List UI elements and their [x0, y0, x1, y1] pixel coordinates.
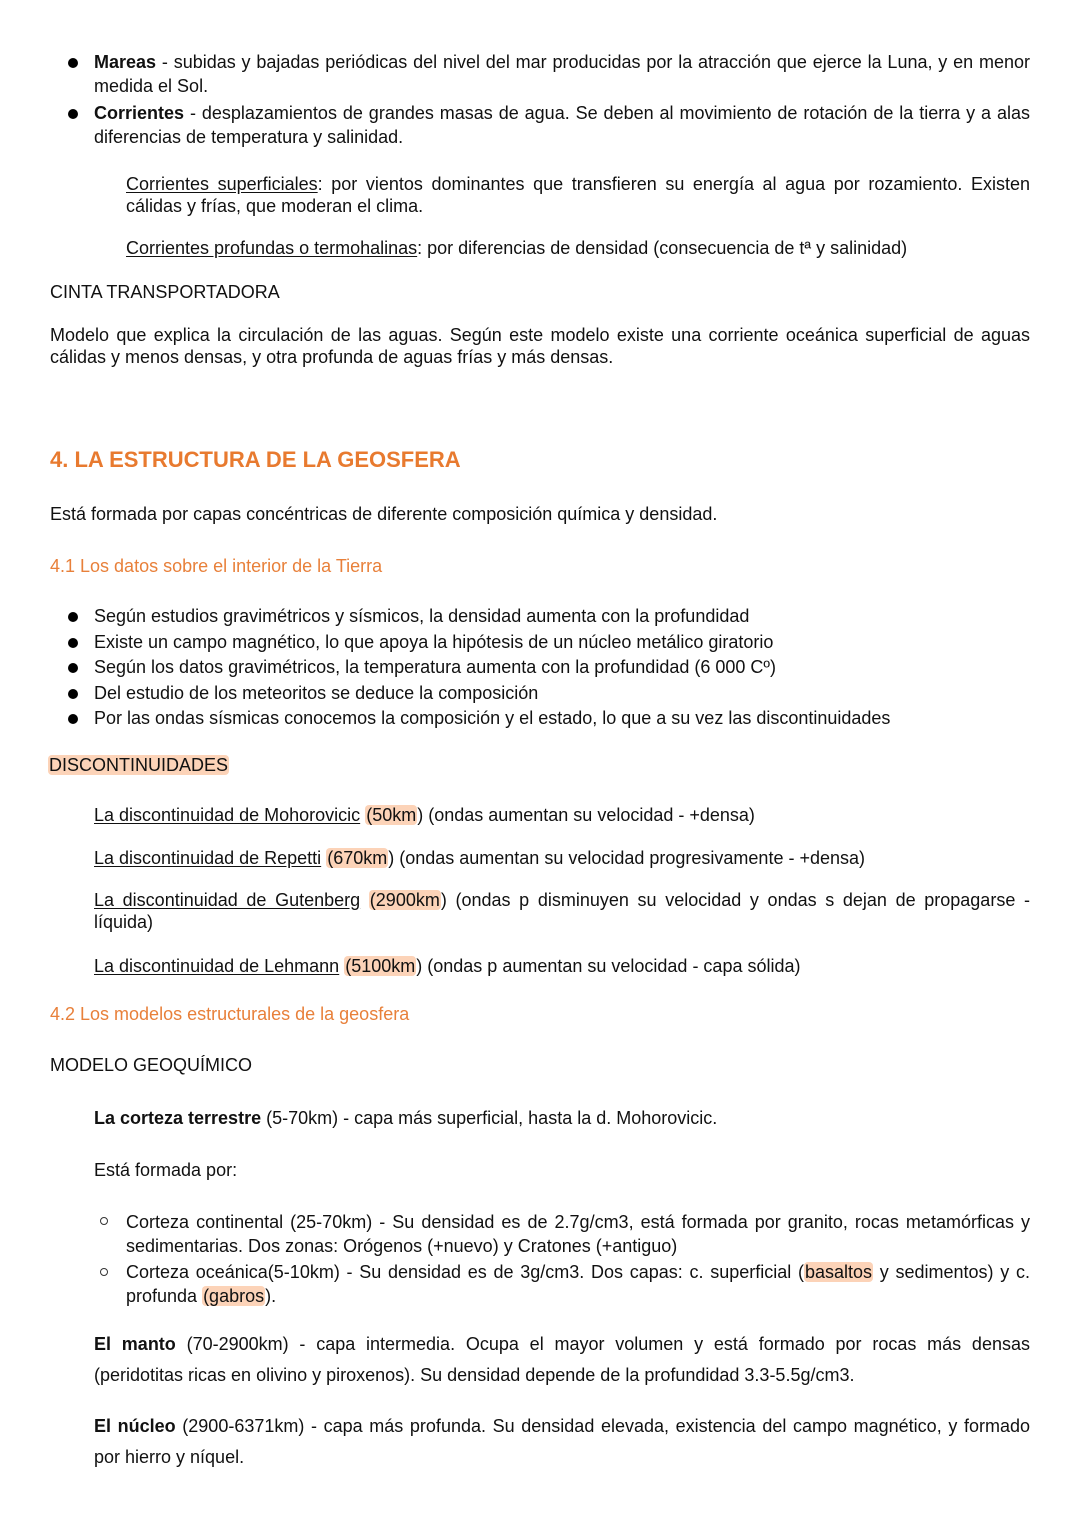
term-corteza: La corteza terrestre: [94, 1108, 262, 1128]
term-manto: El manto: [94, 1334, 176, 1354]
bullet-marker: [68, 663, 78, 673]
bullet-mareas: [94, 50, 1030, 98]
nucleo-paragraph: [94, 1411, 1030, 1473]
data-bullet: Según estudios gravimétricos y sísmicos, la densidad aumenta con la profundidad: [94, 606, 750, 626]
section-4-title: 4. LA ESTRUCTURA DE LA GEOSFERA: [50, 447, 461, 472]
profundas-text: : por diferencias de densidad (consecuencia de tª y salinidad): [417, 238, 908, 258]
discontinuity-desc: (ondas aumentan su velocidad - +densa): [423, 805, 755, 825]
discontinuity-name: La discontinuidad de Lehmann: [94, 956, 340, 976]
data-bullet: Por las ondas sísmicas conocemos la composición y el estado, lo que a su vez las discontinuidades: [94, 708, 891, 728]
current-profundas: [126, 236, 1030, 260]
discontinuities-label: DISCONTINUIDADES: [49, 755, 229, 775]
bullet-marker: [68, 109, 78, 119]
sub-bullet-marker: [100, 1217, 108, 1225]
discontinuity-item: La discontinuidad de Mohorovicic (50km) (ondas aumentan su velocidad - +densa): [94, 805, 755, 825]
corteza-continental: Corteza continental (25-70km) - Su densidad es de 2.7g/cm3, está formada por granito, rocas metamórficas y sedimentarias. Dos zonas: Orógenos (+nuevo) y Cratones (+antiguo): [126, 1212, 1030, 1256]
nucleo-text: (2900-6371km) - capa más profunda. Su densidad elevada, existencia del campo magnético, y formado por hierro y níquel.: [94, 1416, 1030, 1467]
discontinuity-item: La discontinuidad de Repetti (670km) (ondas aumentan su velocidad progresivamente - +densa): [94, 848, 865, 868]
term-mareas: Mareas: [94, 52, 157, 72]
bullet-marker: [68, 58, 78, 68]
bullet-marker: [68, 612, 78, 622]
discontinuity-depth: 670km: [333, 848, 388, 868]
data-bullet: Del estudio de los meteoritos se deduce la composición: [94, 683, 539, 703]
discontinuities-title: [48, 753, 229, 777]
corteza-oceanica: [126, 1260, 1030, 1308]
discontinuity-desc: (ondas p disminuyen su velocidad y ondas s dejan de propagarse - líquida): [94, 890, 1030, 932]
cinta-title: CINTA TRANSPORTADORA: [50, 282, 280, 302]
bullet-marker: [68, 689, 78, 699]
corrientes-text: - desplazamientos de grandes masas de agua. Se deben al movimiento de rotación de la tierra y a alas diferencias de temperatura y salinidad.: [94, 103, 1030, 147]
discontinuity-desc: (ondas aumentan su velocidad progresivamente - +densa): [394, 848, 865, 868]
current-superficiales: [126, 173, 1030, 217]
discontinuity-desc: (ondas p aumentan su velocidad - capa sólida): [422, 956, 801, 976]
term-nucleo: El núcleo: [94, 1416, 176, 1436]
data-bullet: Según los datos gravimétricos, la temperatura aumenta con la profundidad (6 000 Cº): [94, 657, 776, 677]
data-bullet: Existe un campo magnético, lo que apoya la hipótesis de un núcleo metálico giratorio: [94, 632, 774, 652]
model-title: MODELO GEOQUÍMICO: [50, 1055, 253, 1075]
oceanica-text-3: ).: [265, 1286, 277, 1306]
bullet-marker: [68, 714, 78, 724]
corteza-text: (5-70km) - capa más superficial, hasta la d. Mohorovicic.: [261, 1108, 718, 1128]
section-4-intro: Está formada por capas concéntricas de diferente composición química y densidad.: [50, 504, 718, 524]
manto-paragraph: [94, 1329, 1030, 1391]
section-4-1-title: 4.1 Los datos sobre el interior de la Tierra: [50, 556, 383, 576]
term-superficiales: Corrientes superficiales: [126, 174, 318, 194]
discontinuity-name: La discontinuidad de Repetti: [94, 848, 322, 868]
discontinuity-item: La discontinuidad de Gutenberg (2900km) (ondas p disminuyen su velocidad y ondas s dejan de propagarse - líquida): [94, 890, 1030, 932]
formada-por: Está formada por:: [94, 1160, 238, 1180]
discontinuity-depth: 5100km: [351, 956, 416, 976]
discontinuity-name: La discontinuidad de Mohorovicic: [94, 805, 361, 825]
bullet-corrientes: [94, 101, 1030, 149]
discontinuity-name: La discontinuidad de Gutenberg: [94, 890, 361, 910]
discontinuity-depth: 2900km: [375, 890, 440, 910]
highlight-basaltos: basaltos: [805, 1262, 873, 1282]
manto-text: (70-2900km) - capa intermedia. Ocupa el mayor volumen y está formado por rocas más densas (peridotitas ricas en olivino y piroxenos). Su densidad depende de la profundidad 3.3-5.5g/cm3.: [94, 1334, 1030, 1385]
discontinuity-depth: 50km: [372, 805, 417, 825]
highlight-gabros: (gabros: [203, 1286, 265, 1306]
discontinuity-item: La discontinuidad de Lehmann (5100km) (ondas p aumentan su velocidad - capa sólida): [94, 956, 801, 976]
superficiales-text: : por vientos dominantes que transfieren su energía al agua por rozamiento. Existen cálidas y frías, que moderan el clima.: [126, 174, 1030, 216]
sub-bullet-marker: [100, 1268, 108, 1276]
oceanica-text-1: Corteza oceánica(5-10km) - Su densidad es de 3g/cm3. Dos capas: c. superficial (: [126, 1262, 805, 1282]
mareas-text: - subidas y bajadas periódicas del nivel del mar producidas por la atracción que ejerce la Luna, y en menor medida el Sol.: [94, 52, 1030, 96]
term-profundas: Corrientes profundas o termohalinas: [126, 238, 418, 258]
term-corrientes: Corrientes: [94, 103, 185, 123]
corteza-paragraph: [94, 1106, 717, 1130]
oceanica-text-2: y sedimentos) y c. profunda: [126, 1262, 1031, 1306]
bullet-marker: [68, 638, 78, 648]
section-4-2-title: 4.2 Los modelos estructurales de la geosfera: [50, 1004, 410, 1024]
cinta-text: Modelo que explica la circulación de las aguas. Según este modelo existe una corriente oceánica superficial de aguas cálidas y menos densas, y otra profunda de aguas frías y más densas.: [50, 325, 1030, 367]
